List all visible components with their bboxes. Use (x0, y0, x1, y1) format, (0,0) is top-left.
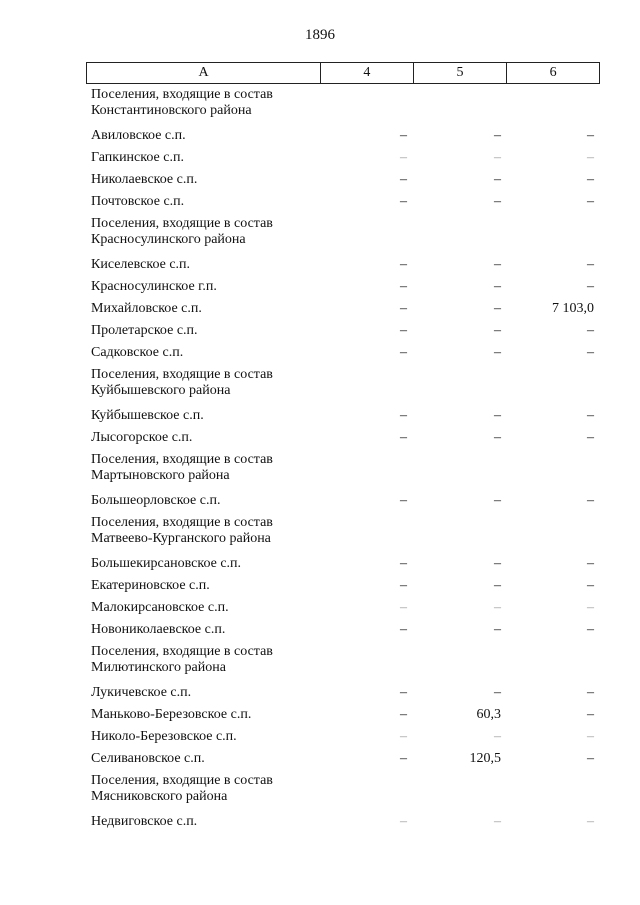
value-col-5: – (494, 622, 501, 637)
value-col-5: – (494, 345, 501, 360)
settlement-name: Селивановское с.п. (91, 751, 205, 766)
value-col-6: – (587, 257, 594, 272)
value-col-5: – (494, 323, 501, 338)
table-row (86, 597, 600, 619)
value-col-6: – (587, 729, 594, 744)
value-col-5: 60,3 (476, 707, 501, 722)
value-col-5: – (494, 128, 501, 143)
value-col-4: – (400, 600, 407, 615)
table-row (86, 298, 600, 320)
value-col-6: – (587, 408, 594, 423)
value-col-4: – (400, 814, 407, 829)
value-col-6: – (587, 578, 594, 593)
value-col-5: – (494, 685, 501, 700)
group-heading-row (86, 84, 600, 125)
column-header-5: 5 (413, 63, 507, 83)
value-col-4: – (400, 729, 407, 744)
value-col-5: – (494, 430, 501, 445)
table-row (86, 490, 600, 512)
group-heading (86, 515, 320, 547)
value-col-6: – (587, 345, 594, 360)
value-col-4: – (400, 578, 407, 593)
value-col-5: – (494, 172, 501, 187)
group-heading-line2: Константиновского района (91, 103, 252, 118)
group-heading-row (86, 449, 600, 490)
table-row (86, 125, 600, 147)
settlement-name: Лукичевское с.п. (91, 685, 192, 700)
value-col-5: – (494, 814, 501, 829)
table-row (86, 405, 600, 427)
value-col-6: – (587, 150, 594, 165)
settlement-name: Садковское с.п. (91, 345, 184, 360)
value-col-5: – (494, 729, 501, 744)
group-heading-row (86, 512, 600, 553)
value-col-4: – (400, 707, 407, 722)
settlement-name: Маньково-Березовское с.п. (91, 707, 252, 722)
value-col-4: – (400, 408, 407, 423)
column-header-a: А (198, 65, 209, 80)
value-col-6: – (587, 194, 594, 209)
value-col-5: – (494, 578, 501, 593)
value-col-4: – (400, 430, 407, 445)
settlement-name: Недвиговское с.п. (91, 814, 198, 829)
settlement-name: Николо-Березовское с.п. (91, 729, 237, 744)
value-col-6: – (587, 600, 594, 615)
table-row (86, 254, 600, 276)
table-row (86, 704, 600, 726)
group-heading-row (86, 213, 600, 254)
table-row (86, 276, 600, 298)
table-row (86, 811, 600, 833)
group-heading-line1: Поселения, входящие в состав (91, 452, 273, 467)
table-row (86, 682, 600, 704)
table-body (86, 84, 600, 833)
settlement-name: Авиловское с.п. (91, 128, 186, 143)
group-heading-line2: Мартыновского района (91, 468, 230, 483)
settlement-name: Екатериновское с.п. (91, 578, 210, 593)
settlement-name: Почтовское с.п. (91, 194, 185, 209)
value-col-6: – (587, 279, 594, 294)
value-col-6: – (587, 556, 594, 571)
group-heading-line1: Поселения, входящие в состав (91, 367, 273, 382)
group-heading-line1: Поселения, входящие в состав (91, 87, 273, 102)
table-row (86, 619, 600, 641)
settlement-name: Киселевское с.п. (91, 257, 191, 272)
settlement-name: Лысогорское с.п. (91, 430, 193, 445)
table-row (86, 553, 600, 575)
value-col-4: – (400, 493, 407, 508)
value-col-6: – (587, 707, 594, 722)
data-table (86, 62, 600, 833)
value-col-5: – (494, 279, 501, 294)
value-col-6: – (587, 430, 594, 445)
settlement-name: Николаевское с.п. (91, 172, 198, 187)
value-col-5: – (494, 493, 501, 508)
value-col-4: – (400, 257, 407, 272)
value-col-6: – (587, 128, 594, 143)
group-heading-line2: Красносулинского района (91, 232, 246, 247)
value-col-6: 7 103,0 (552, 301, 594, 316)
settlement-name: Гапкинское с.п. (91, 150, 184, 165)
table-header (86, 62, 600, 84)
value-col-4: – (400, 172, 407, 187)
page-number: 1896 (305, 27, 335, 43)
value-col-4: – (400, 345, 407, 360)
value-col-4: – (400, 685, 407, 700)
group-heading-line1: Поселения, входящие в состав (91, 644, 273, 659)
value-col-6: – (587, 814, 594, 829)
value-col-6: – (587, 751, 594, 766)
group-heading-line1: Поселения, входящие в состав (91, 773, 273, 788)
value-col-5: – (494, 600, 501, 615)
group-heading (86, 644, 320, 676)
value-col-6: – (587, 685, 594, 700)
column-header-4: 4 (320, 63, 413, 83)
table-row (86, 427, 600, 449)
value-col-4: – (400, 556, 407, 571)
settlement-name: Куйбышевское с.п. (91, 408, 204, 423)
group-heading (86, 367, 320, 399)
table-row (86, 342, 600, 364)
value-col-6: – (587, 493, 594, 508)
value-col-6: – (587, 323, 594, 338)
value-col-4: – (400, 323, 407, 338)
value-col-4: – (400, 279, 407, 294)
value-col-4: – (400, 301, 407, 316)
value-col-5: – (494, 150, 501, 165)
value-col-5: 120,5 (469, 751, 501, 766)
value-col-4: – (400, 194, 407, 209)
settlement-name: Пролетарское с.п. (91, 323, 198, 338)
group-heading (86, 87, 320, 119)
settlement-name: Большекирсановское с.п. (91, 556, 242, 571)
value-col-5: – (494, 194, 501, 209)
table-row (86, 748, 600, 770)
value-col-4: – (400, 751, 407, 766)
value-col-6: – (587, 622, 594, 637)
settlement-name: Малокирсановское с.п. (91, 600, 229, 615)
settlement-name: Новониколаевское с.п. (91, 622, 226, 637)
group-heading-line2: Матвеево-Курганского района (91, 531, 271, 546)
group-heading-line2: Куйбышевского района (91, 383, 231, 398)
settlement-name: Михайловское с.п. (91, 301, 202, 316)
table-row (86, 191, 600, 213)
group-heading (86, 773, 320, 805)
table-row (86, 147, 600, 169)
value-col-5: – (494, 556, 501, 571)
table-row (86, 726, 600, 748)
table-row (86, 575, 600, 597)
value-col-4: – (400, 128, 407, 143)
group-heading-line2: Мясниковского района (91, 789, 228, 804)
group-heading (86, 216, 320, 248)
table-row (86, 169, 600, 191)
value-col-5: – (494, 257, 501, 272)
settlement-name: Большеорловское с.п. (91, 493, 221, 508)
table-row (86, 320, 600, 342)
value-col-4: – (400, 150, 407, 165)
value-col-5: – (494, 301, 501, 316)
group-heading-row (86, 364, 600, 405)
value-col-6: – (587, 172, 594, 187)
group-heading-line1: Поселения, входящие в состав (91, 515, 273, 530)
group-heading-row (86, 641, 600, 682)
group-heading-line2: Милютинского района (91, 660, 226, 675)
settlement-name: Красносулинское г.п. (91, 279, 217, 294)
group-heading (86, 452, 320, 484)
value-col-4: – (400, 622, 407, 637)
value-col-5: – (494, 408, 501, 423)
group-heading-line1: Поселения, входящие в состав (91, 216, 273, 231)
column-header-6: 6 (506, 63, 599, 83)
group-heading-row (86, 770, 600, 811)
